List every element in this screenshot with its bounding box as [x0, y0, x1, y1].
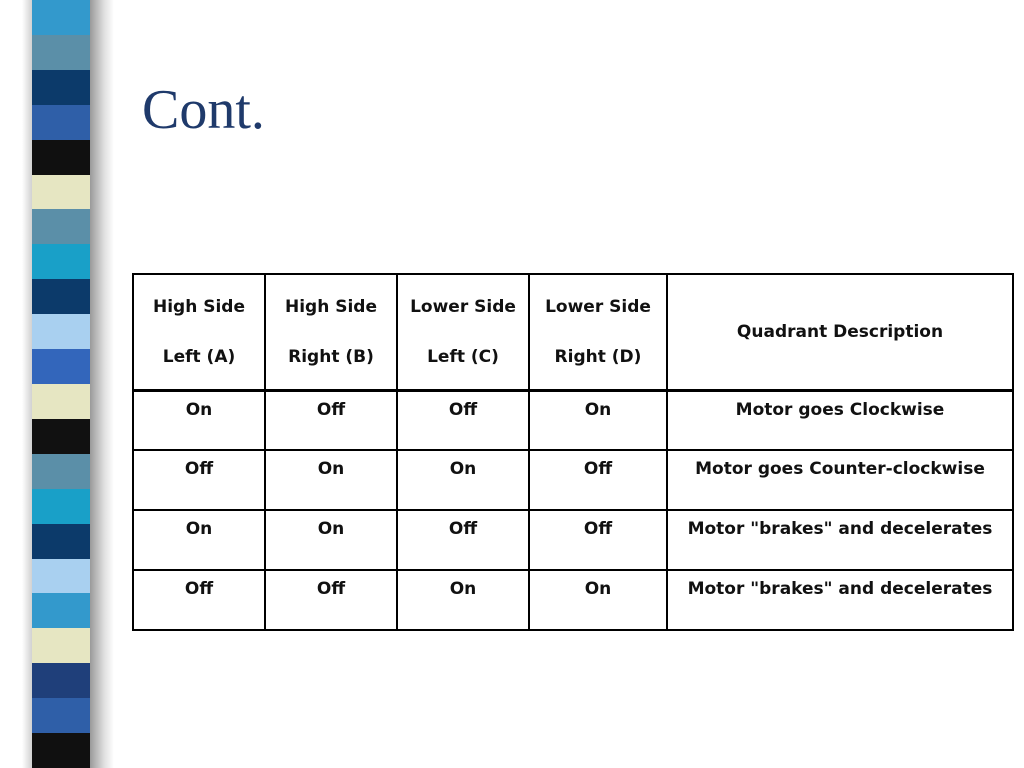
- quadrant-table: [132, 273, 1014, 631]
- cell-description: Motor goes Clockwise: [667, 390, 1013, 450]
- cell-a: Off: [133, 570, 265, 630]
- stripe-band: [32, 628, 96, 663]
- header-lower-side-right: [529, 274, 667, 390]
- header-line: Quadrant Description: [736, 321, 944, 342]
- cell-d: Off: [529, 450, 667, 510]
- stripe-band: [32, 384, 96, 419]
- cell-c: On: [397, 450, 529, 510]
- table-header-row: [133, 274, 1013, 390]
- stripe-band: [32, 524, 96, 559]
- stripe-shadow: [90, 0, 114, 768]
- stripe-band: [32, 0, 96, 35]
- stripe-band: [32, 209, 96, 244]
- table-row: [133, 510, 1013, 570]
- stripe-band: [32, 454, 96, 489]
- stripe-band: [32, 419, 96, 454]
- stripe-band: [32, 279, 96, 314]
- header-line: Left (A): [162, 346, 236, 367]
- cell-d: On: [529, 570, 667, 630]
- cell-b: Off: [265, 570, 397, 630]
- table-row: [133, 390, 1013, 450]
- table-row: [133, 450, 1013, 510]
- cell-b: On: [265, 510, 397, 570]
- cell-c: Off: [397, 390, 529, 450]
- header-high-side-left: [133, 274, 265, 390]
- slide-title: Cont.: [142, 79, 265, 141]
- header-line: Lower Side: [545, 296, 651, 317]
- cell-description: Motor goes Counter-clockwise: [667, 450, 1013, 510]
- stripe-band: [32, 489, 96, 524]
- header-line: High Side: [152, 296, 245, 317]
- cell-d: On: [529, 390, 667, 450]
- stripe-band: [32, 663, 96, 698]
- cell-c: On: [397, 570, 529, 630]
- cell-b: On: [265, 450, 397, 510]
- cell-c: Off: [397, 510, 529, 570]
- stripe-band: [32, 593, 96, 628]
- header-line: Right (D): [554, 346, 642, 367]
- stripe-band: [32, 733, 96, 768]
- cell-b: Off: [265, 390, 397, 450]
- stripe-band: [32, 244, 96, 279]
- stripe-band: [32, 698, 96, 733]
- cell-description: Motor "brakes" and decelerates: [667, 570, 1013, 630]
- cell-description: Motor "brakes" and decelerates: [667, 510, 1013, 570]
- stripe-band: [32, 140, 96, 175]
- header-line: Right (B): [288, 346, 374, 367]
- table-row: [133, 570, 1013, 630]
- cell-d: Off: [529, 510, 667, 570]
- header-line: Left (C): [427, 346, 499, 367]
- stripe-band: [32, 349, 96, 384]
- stripe-band: [32, 70, 96, 105]
- stripe-band: [32, 175, 96, 210]
- header-quadrant-description: [667, 274, 1013, 390]
- cell-a: On: [133, 510, 265, 570]
- stripe-band: [32, 35, 96, 70]
- header-lower-side-left: [397, 274, 529, 390]
- stripe-band: [32, 559, 96, 594]
- cell-a: On: [133, 390, 265, 450]
- stripe-band: [32, 314, 96, 349]
- header-line: Lower Side: [410, 296, 516, 317]
- header-high-side-right: [265, 274, 397, 390]
- cell-a: Off: [133, 450, 265, 510]
- decorative-stripe-bar: [32, 0, 96, 768]
- header-line: High Side: [284, 296, 377, 317]
- stripe-band: [32, 105, 96, 140]
